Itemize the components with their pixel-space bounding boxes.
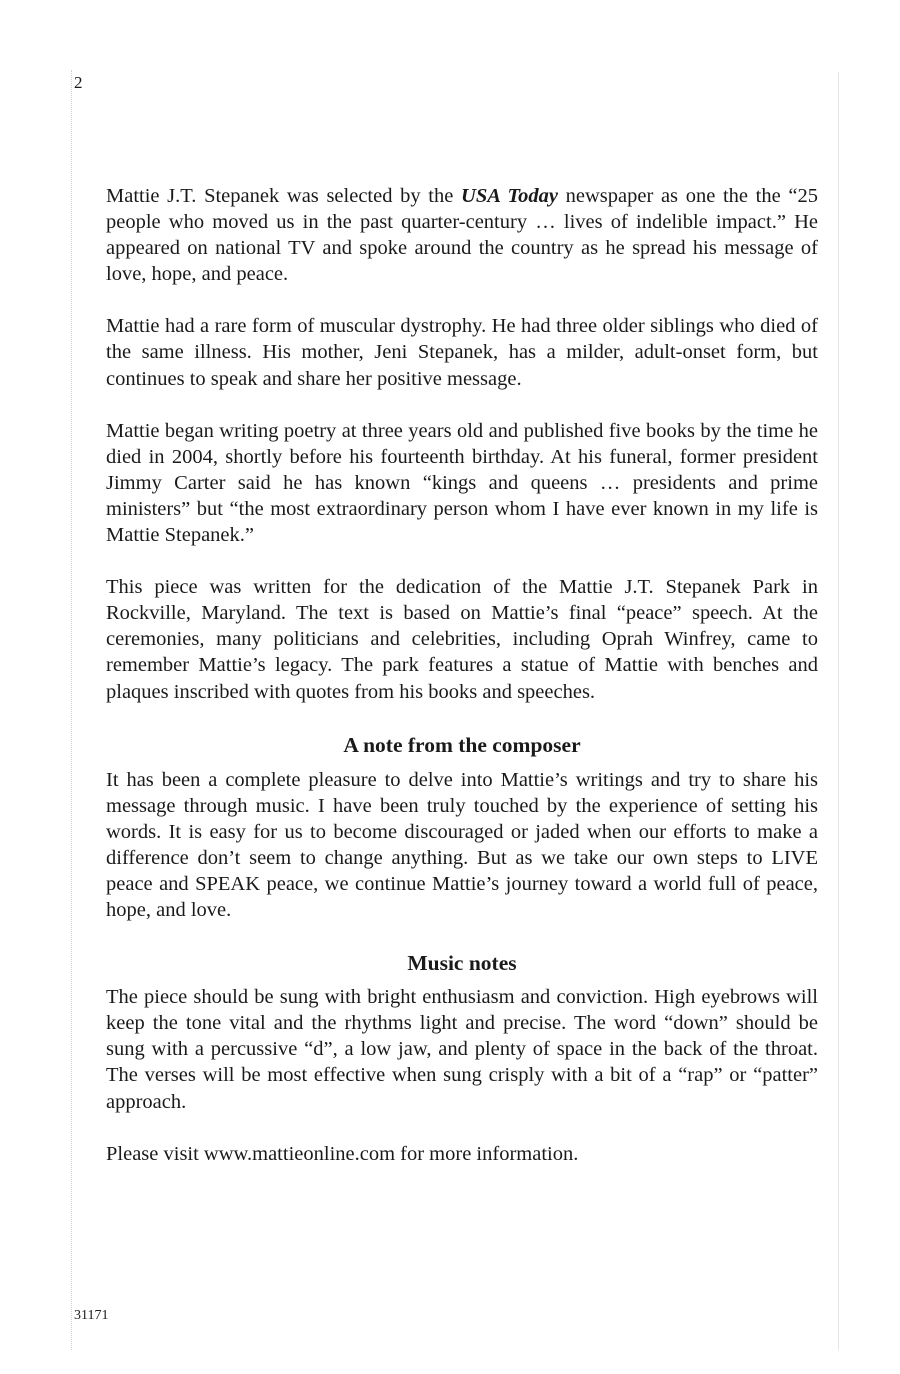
document-body (106, 183, 818, 1167)
newspaper-title: USA Today (461, 185, 558, 207)
catalog-number: 31171 (74, 1308, 109, 1323)
music-notes-text: The piece should be sung with bright enthusiasm and conviction. High eyebrows will keep the tone vital and the rhythms light and precise. The word “down” should be sung with a percussive “d”, a low jaw, and plenty of space in the back of the throat. The verses will be most effective when sung crisply with a bit of a “rap” or “patter” approach. (106, 986, 818, 1113)
page-left-margin-line (71, 70, 72, 1350)
composer-note-text: It has been a complete pleasure to delve into Mattie’s writings and try to share his message through music. I have been truly touched by the experience of setting his words. It is easy for us to become discouraged or jaded when our efforts to make a difference don’t seem to change anything. But as we take our own steps to LIVE peace and SPEAK peace, we continue Mattie’s journey toward a world full of peace, hope, and love. (106, 768, 818, 922)
bio-paragraph-1 (106, 183, 818, 287)
composer-note-heading: A note from the composer (343, 732, 581, 757)
bio-paragraph-1-end: newspaper as one the the “25 people who moved us in the past quarter-century … lives of indelible impact.” He appeared on national TV and spoke around the country as he spread his message of love, hope, and peace. (106, 185, 818, 286)
music-notes-heading: Music notes (407, 951, 517, 976)
bio-paragraph-1-start: Mattie J.T. Stepanek was selected by the (106, 185, 462, 207)
bio-paragraph-4: This piece was written for the dedication of the Mattie J.T. Stepanek Park in Rockville, Maryland. The text is based on Mattie’s final “peace” speech. At the ceremonies, many politicians and celebrities, including Oprah Winfrey, came to remember Mattie’s legacy. The park features a statue of Mattie with benches and plaques inscribed with quotes from his books and speeches. (106, 576, 818, 703)
closing-line: Please visit www.mattieonline.com for more information. (106, 1142, 579, 1165)
bio-paragraph-2: Mattie had a rare form of muscular dystrophy. He had three older siblings who died of the same illness. His mother, Jeni Stepanek, has a milder, adult-onset form, but continues to speak and share her positive message. (106, 315, 818, 390)
page-right-edge-line (838, 72, 839, 1350)
page-number: 2 (74, 73, 83, 92)
bio-paragraph-3: Mattie began writing poetry at three years old and published five books by the time he died in 2004, shortly before his fourteenth birthday. At his funeral, former president Jimmy Carter said he has known “kings and queens … presidents and prime ministers” but “the most extraordinary person whom I have ever known in my life is Mattie Stepanek.” (106, 419, 818, 547)
